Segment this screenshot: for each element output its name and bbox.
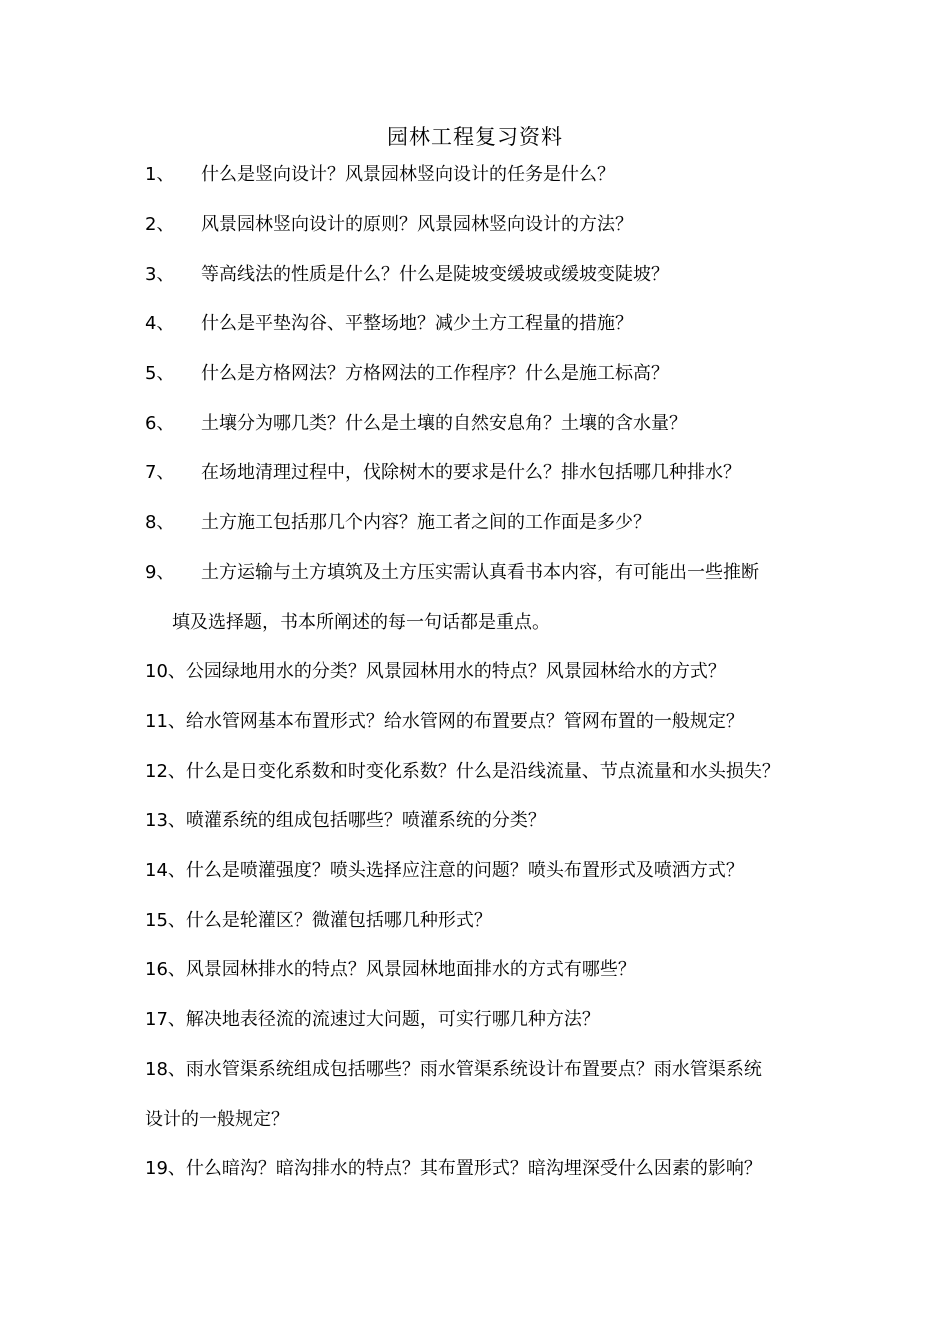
question-number: 10、 — [145, 661, 186, 682]
question-item-4 — [145, 311, 633, 337]
question-item-13 — [145, 808, 546, 834]
question-number: 9、 — [145, 562, 175, 583]
question-number: 4、 — [145, 313, 175, 334]
question-item-11 — [145, 709, 744, 735]
question-text: 什么是平垫沟谷、平整场地？减少土方工程量的措施？ — [201, 313, 633, 334]
question-item-15 — [145, 908, 492, 934]
question-text: 土壤分为哪几类？什么是土壤的自然安息角？土壤的含水量？ — [201, 413, 687, 434]
question-9-continuation: 填及选择题，书本所阐述的每一句话都是重点。 — [172, 612, 550, 633]
question-number: 3、 — [145, 264, 175, 285]
question-item-12 — [145, 759, 780, 785]
question-item-5 — [145, 361, 669, 387]
question-text: 给水管网基本布置形式？给水管网的布置要点？管网布置的一般规定？ — [185, 711, 744, 732]
question-item-16 — [145, 957, 636, 983]
question-text: 风景园林竖向设计的原则？风景园林竖向设计的方法？ — [201, 214, 633, 235]
question-number: 5、 — [145, 363, 175, 384]
question-number: 19、 — [145, 1158, 186, 1179]
question-text: 什么是喷灌强度？喷头选择应注意的问题？喷头布置形式及喷洒方式？ — [185, 860, 744, 881]
question-text: 什么是日变化系数和时变化系数？什么是沿线流量、节点流量和水头损失？ — [185, 761, 780, 782]
question-number: 15、 — [145, 910, 186, 931]
question-text: 在场地清理过程中，伐除树木的要求是什么？排水包括哪几种排水？ — [201, 462, 741, 483]
question-text: 公园绿地用水的分类？风景园林用水的特点？风景园林给水的方式？ — [185, 661, 726, 682]
question-text: 什么是方格网法？方格网法的工作程序？什么是施工标高？ — [201, 363, 669, 384]
question-number: 2、 — [145, 214, 175, 235]
question-number: 6、 — [145, 413, 175, 434]
question-18-continuation: 设计的一般规定？ — [145, 1109, 289, 1130]
question-text: 什么是轮灌区？微灌包括哪几种形式？ — [185, 910, 492, 931]
question-item-2 — [145, 212, 633, 238]
question-number: 16、 — [145, 959, 186, 980]
question-item-9 — [145, 560, 759, 586]
question-number: 8、 — [145, 512, 175, 533]
question-text: 雨水管渠系统组成包括哪些？雨水管渠系统设计布置要点？雨水管渠系统 — [185, 1059, 762, 1080]
question-number: 1、 — [145, 164, 175, 185]
question-number: 17、 — [145, 1009, 186, 1030]
question-item-1 — [145, 162, 615, 188]
question-text: 风景园林排水的特点？风景园林地面排水的方式有哪些？ — [185, 959, 636, 980]
question-number: 7、 — [145, 462, 175, 483]
question-number: 12、 — [145, 761, 186, 782]
question-number: 14、 — [145, 860, 186, 881]
question-text: 等高线法的性质是什么？什么是陡坡变缓坡或缓坡变陡坡？ — [201, 264, 669, 285]
question-item-6 — [145, 411, 687, 437]
question-text: 喷灌系统的组成包括哪些？喷灌系统的分类？ — [185, 810, 546, 831]
question-item-17 — [145, 1007, 600, 1033]
question-number: 11、 — [145, 711, 186, 732]
question-text: 什么暗沟？暗沟排水的特点？其布置形式？暗沟埋深受什么因素的影响？ — [185, 1158, 762, 1179]
question-item-3 — [145, 262, 669, 288]
question-text: 什么是竖向设计？风景园林竖向设计的任务是什么？ — [201, 164, 615, 185]
question-item-10 — [145, 659, 726, 685]
question-text: 土方施工包括那几个内容？施工者之间的工作面是多少？ — [201, 512, 651, 533]
question-item-14 — [145, 858, 744, 884]
question-number: 13、 — [145, 810, 186, 831]
question-number: 18、 — [145, 1059, 186, 1080]
question-item-19 — [145, 1156, 762, 1182]
question-text: 土方运输与土方填筑及土方压实需认真看书本内容，有可能出一些推断 — [201, 562, 759, 583]
question-item-8 — [145, 510, 651, 536]
question-item-7 — [145, 460, 741, 486]
document-title: 园林工程复习资料 — [387, 125, 563, 149]
question-item-18 — [145, 1057, 762, 1083]
question-text: 解决地表径流的流速过大问题，可实行哪几种方法？ — [185, 1009, 600, 1030]
